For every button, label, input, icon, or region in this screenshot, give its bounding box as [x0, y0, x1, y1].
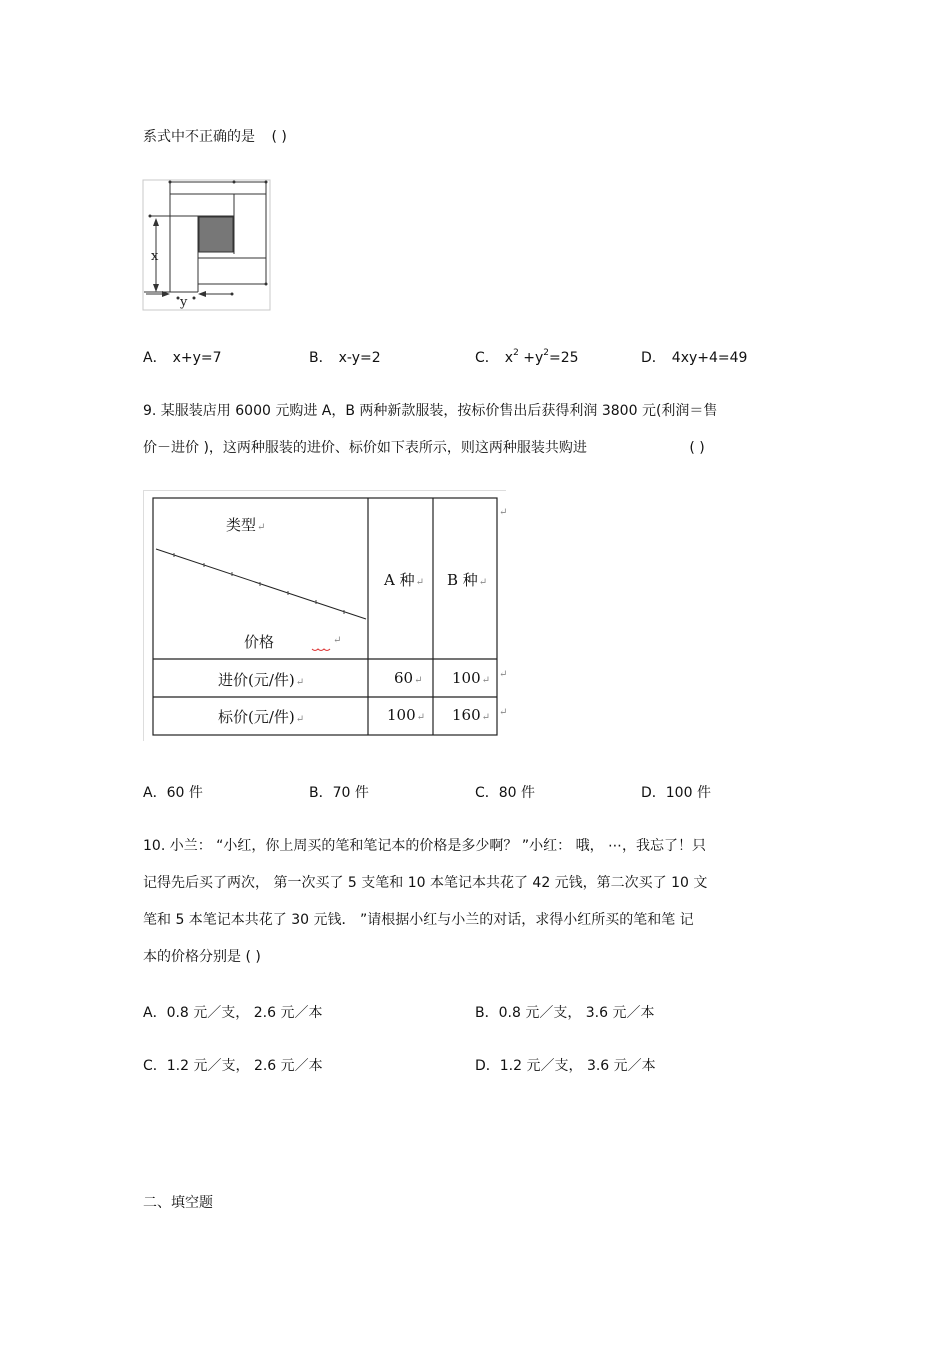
q9-option-c[interactable]: C．80 件 [475, 785, 536, 801]
header-price: 价格 [244, 633, 275, 651]
row2-label: 标价(元/件)↵ [218, 708, 305, 726]
q8-option-b[interactable]: B． x-y=2 [309, 350, 381, 366]
q10-option-a[interactable]: A．0.8 元／支， 2.6 元／本 [143, 1005, 323, 1021]
col-b-header: B 种↵ [447, 571, 488, 589]
section-title-fill-in: 二、填空题 [143, 1195, 213, 1211]
q9-option-d[interactable]: D．100 件 [641, 785, 711, 801]
row2-b: 160↵ [452, 706, 491, 724]
q9-line-2: 价－进价 )，这两种服装的进价、标价如下表所示，则这两种服装共购进 ( ) [143, 440, 705, 456]
header-type: 类型↵ [226, 516, 266, 534]
q10-line-4: 本的价格分别是 ( ) [143, 949, 261, 965]
q8-option-d[interactable]: D． 4xy+4=49 [641, 350, 748, 366]
diagonal-divider [156, 549, 366, 619]
row1-a: 60↵ [394, 669, 423, 687]
row1-label: 进价(元/件)↵ [218, 671, 305, 689]
x-label: x [151, 249, 159, 264]
q10-line-3: 笔和 5 本笔记本共花了 30 元钱． ”请根据小红与小兰的对话，求得小红所买的笔和笔 记 [143, 912, 694, 928]
shaded-square [199, 217, 233, 252]
row1-b: 100↵ [452, 669, 491, 687]
q10-line-2: 记得先后买了两次， 第一次买了 5 支笔和 10 本笔记本共花了 42 元钱，第二次买了 10 文 [143, 875, 708, 891]
row2-a: 100↵ [387, 706, 426, 724]
q8-stem-tail: 系式中不正确的是 ( ) [143, 129, 287, 145]
q9-price-table: 类型↵ 价格 ↵ A 种↵ B 种↵ 进价(元/件)↵ 60↵ 100↵ 标价(元/件)↵ 100↵ 160↵ ↵ ↵ ↵ [143, 490, 506, 741]
q10-option-d[interactable]: D．1.2 元／支， 3.6 元／本 [475, 1058, 656, 1074]
q8-square-figure [142, 178, 272, 312]
q9-option-b[interactable]: B．70 件 [309, 785, 369, 801]
q10-line-1: 10. 小兰： “小红，你上周买的笔和笔记本的价格是多少啊？ ”小红： 哦， ⋯，我忘了！只 [143, 838, 707, 854]
q10-option-b[interactable]: B．0.8 元／支， 3.6 元／本 [475, 1005, 655, 1021]
q9-option-a[interactable]: A．60 件 [143, 785, 203, 801]
q10-option-c[interactable]: C．1.2 元／支， 2.6 元／本 [143, 1058, 323, 1074]
y-label: y [180, 295, 188, 310]
col-a-header: A 种↵ [384, 571, 424, 589]
q9-line-1: 9. 某服装店用 6000 元购进 A，B 两种新款服装，按标价售出后获得利润 3800 元(利润＝售 [143, 403, 718, 419]
q8-option-c[interactable]: C． $x^2 +y^2=25$ [475, 348, 579, 366]
q8-option-a[interactable]: A． x+y=7 [143, 350, 222, 366]
